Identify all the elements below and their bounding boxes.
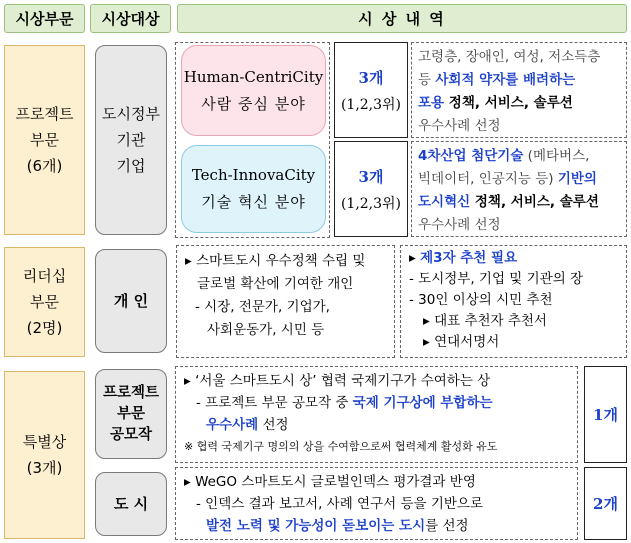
human-desc-l2a: 등 [418, 72, 436, 88]
leader-category-line3: (2명) [26, 319, 63, 337]
human-desc-l4: 우수사례 선정 [418, 118, 501, 134]
field-human-name-ko: 사람 중심 분야 [201, 94, 306, 113]
leader-right-l5: ▸ 연대서명서 [423, 334, 500, 350]
leader-right-l3: - 30인 이상의 시민 추천 [409, 292, 553, 308]
leader-right-l1b: 제3자 추천 필요 [420, 250, 518, 266]
leader-criteria [176, 245, 395, 358]
special-project-l3b: 선정 [258, 417, 289, 433]
field-human-rank: (1,2,3위) [340, 96, 402, 113]
field-human-centricity [181, 45, 326, 136]
tech-desc-l2b: 기반의 [557, 171, 597, 187]
leader-target: 개 인 [95, 249, 167, 353]
human-desc-l2b: 사회적 약자를 배려하는 [435, 72, 576, 88]
tech-desc-l2a: 빅데이터, 인공지능 등) [418, 171, 558, 187]
special-category [4, 371, 85, 539]
leader-left-l1: ▸ 스마트도시 우수정책 수립 및 [185, 253, 366, 269]
field-tech-innovacity [181, 145, 326, 233]
special-city-l3b: 를 선정 [425, 518, 469, 534]
tech-desc-l1a: 4차산업 첨단기술 [418, 148, 524, 164]
human-desc-l1: 고령층, 장애인, 여성, 저소득층 [418, 49, 601, 65]
special-project-count: 1개 [593, 406, 618, 424]
leader-right-l2: - 도시정부, 기업 및 기관의 장 [409, 271, 584, 287]
special-target-project-l3: 공모작 [109, 426, 153, 443]
special-project-l3a: 우수사례 [206, 417, 259, 433]
special-project-count-box [584, 366, 627, 463]
special-city-l1: ▸ WeGO 스마트도시 글로벌인덱스 평가결과 반영 [184, 474, 476, 490]
special-city-l2: - 인덱스 결과 보고서, 사례 연구서 등을 기반으로 [196, 496, 483, 512]
project-target-line3: 기업 [116, 157, 146, 175]
tech-desc-l1b: (메타버스, [523, 148, 590, 164]
project-category [4, 45, 85, 235]
field-tech-name-ko: 기술 혁신 분야 [201, 193, 306, 211]
special-project-note: ※ 협력 국제기구 명의의 상을 수여함으로써 협력체계 활성화 유도 [184, 440, 498, 453]
special-target-project-l2: 부문 [116, 405, 145, 422]
special-category-line2: (3개) [26, 459, 63, 477]
special-project-desc [175, 366, 578, 463]
leader-left-l4: 사회운동가, 시민 등 [207, 322, 325, 338]
leader-category-line2: 부문 [30, 293, 59, 311]
project-category-line1: 프로젝트 [15, 105, 74, 123]
human-desc-l3a: 포용 [418, 95, 449, 111]
field-tech-rank: (1,2,3위) [340, 195, 402, 212]
field-human-name-en: Human-CentriCity [183, 67, 324, 86]
leader-left-l3: - 시장, 전문가, 기업가, [195, 299, 330, 315]
field-tech-count: 3개 [358, 167, 384, 186]
project-target-line2: 기관 [116, 131, 146, 149]
special-project-l2a: - 프로젝트 부문 공모작 중 [196, 395, 353, 411]
special-city-count-box [584, 467, 627, 540]
tech-desc-l3b: 정책, 서비스, 솔루션 [474, 194, 599, 210]
leader-right-l4: ▸ 대표 추천자 추천서 [423, 313, 547, 329]
special-project-l2b: 국제 기구상에 부합하는 [352, 395, 493, 411]
leader-nomination [400, 245, 627, 358]
field-human-count-box [334, 42, 408, 138]
special-target-project [95, 369, 167, 459]
leader-right-l1a: ▸ [409, 250, 421, 266]
field-tech-name-en: Tech-InnovaCity [191, 166, 316, 184]
special-target-project-l1: 프로젝트 [102, 384, 160, 401]
project-target-line1: 도시정부 [102, 105, 160, 123]
special-category-line1: 특별상 [22, 433, 67, 451]
leader-left-l2: 글로벌 확산에 기여한 개인 [197, 276, 354, 292]
tech-desc-l4: 우수사례 선정 [418, 217, 501, 233]
special-project-l1: ▸ ‘서울 스마트도시 상’ 협력 국제기구가 수여하는 상 [184, 373, 491, 389]
leader-category [4, 247, 85, 357]
field-human-desc [411, 42, 627, 138]
field-human-count: 3개 [358, 68, 384, 87]
special-city-count: 2개 [593, 495, 618, 513]
special-city-l3a: 발전 노력 및 가능성이 돋보이는 도시 [206, 518, 426, 534]
header-target: 시상대상 [90, 4, 171, 33]
header-category: 시상부문 [4, 4, 85, 33]
header-details: 시 상 내 역 [177, 4, 627, 33]
human-desc-l3b: 정책, 서비스, 솔루션 [448, 95, 573, 111]
project-category-line2: 부문 [30, 131, 59, 149]
special-city-desc [175, 467, 578, 540]
field-tech-desc [411, 141, 627, 237]
leader-category-line1: 리더십 [22, 267, 67, 285]
special-target-city: 도 시 [95, 472, 167, 536]
project-target [95, 45, 167, 235]
field-tech-count-box [334, 141, 408, 237]
tech-desc-l3a: 도시혁신 [418, 194, 475, 210]
project-category-line3: (6개) [26, 157, 63, 175]
